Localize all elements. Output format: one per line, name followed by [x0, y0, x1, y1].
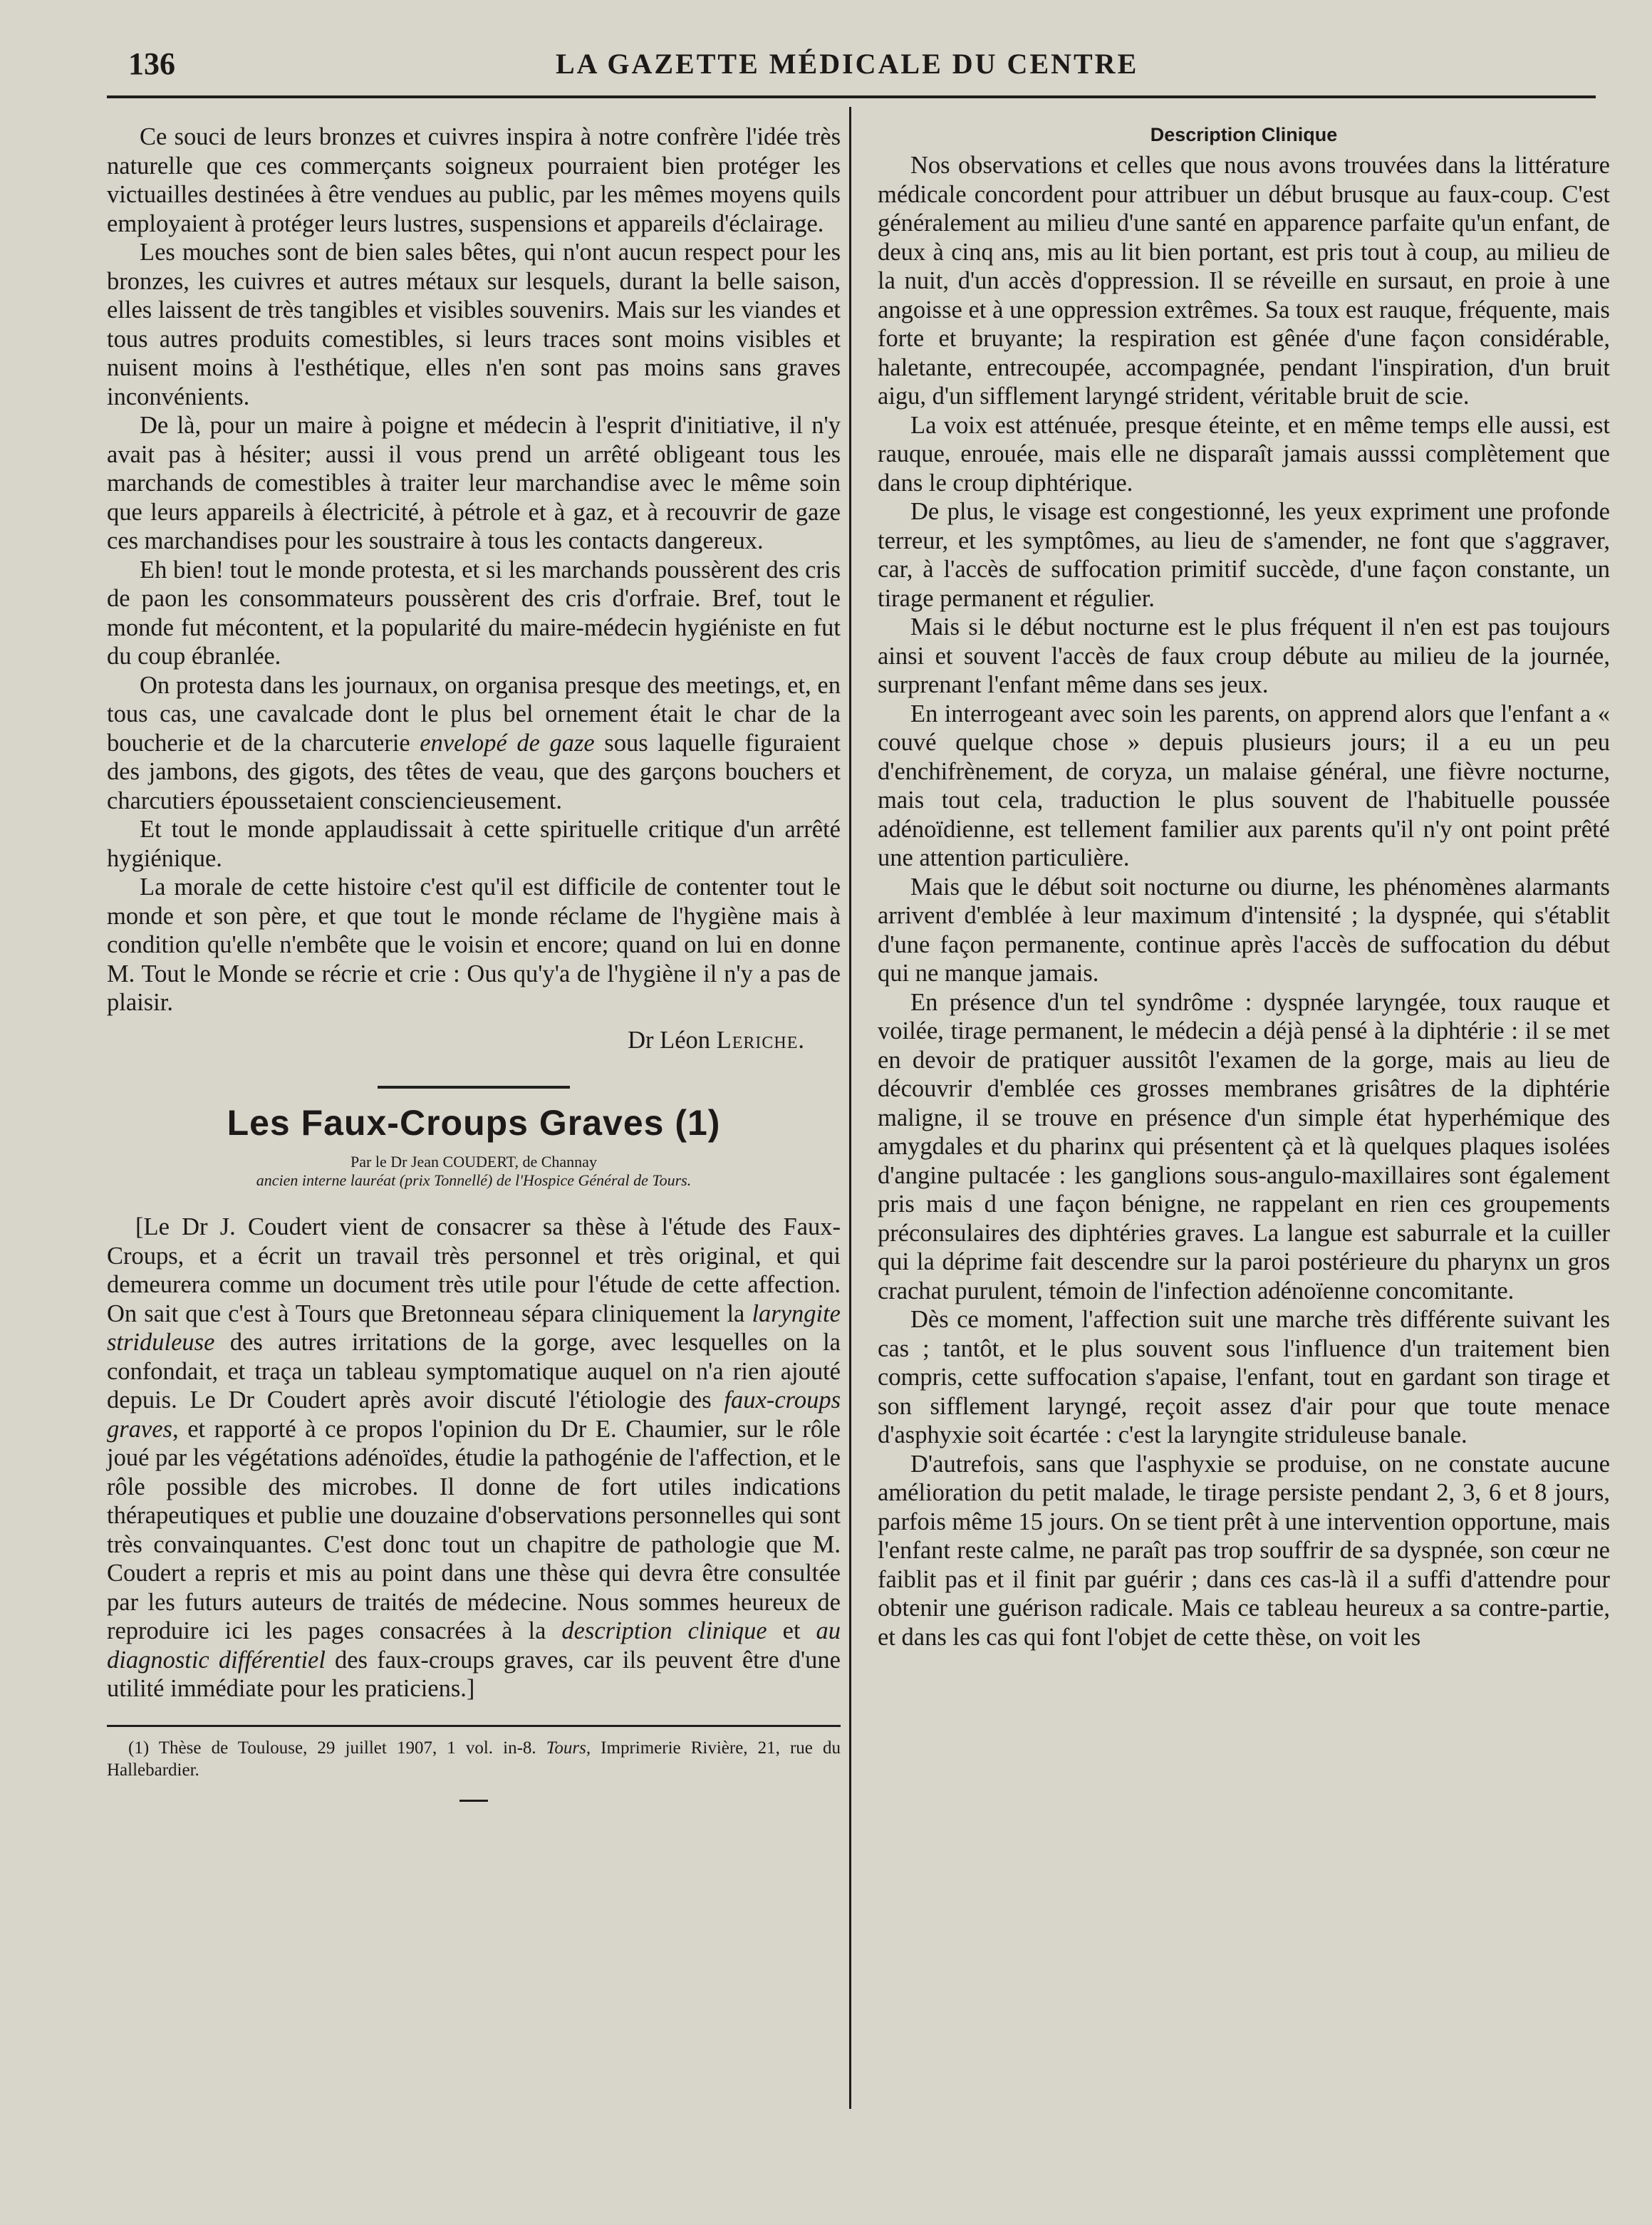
emphasis: au diagnostic différentiel	[107, 1617, 841, 1674]
emphasis: Tours,	[546, 1738, 591, 1758]
paragraph: De plus, le visage est congestionné, les yeux expriment une profonde terreur, et les symptômes, au lieu de s'amender, ne font que s'aggraver, car, à l'accès de suffocation primitif succède, d'une façon constante, un tirage permanent et régulier.	[878, 498, 1610, 612]
paragraph: Dès ce moment, l'affection suit une marche très différente suivant les cas ; tantôt, et le plus souvent sous l'influence d'un traitement bien compris, cette suffocation s'apaise, l'enfant, tout en gardant son tirage et son sifflement laryngé, reçoit assez d'air pour que toute menace d'asphyxie soit écartée : c'est la laryngite striduleuse banale.	[878, 1306, 1610, 1448]
emphasis: description clinique	[561, 1617, 767, 1644]
text-run: des autres irritations de la gorge, avec lesquelles on la confondait, et traça un tableau symptomatique auquel on n'a rien ajouté depuis. Le Dr Coudert après avoir discuté l'étiologie des	[107, 1329, 841, 1414]
paragraph: En interrogeant avec soin les parents, on apprend alors que l'enfant a « couvé quelque chose » depuis plusieurs jours; il a eu un peu d'enchifrènement, de coryza, un malaise général, une fièvre nocturne, mais tout cela, traduction le plus souvent de l'habituelle poussée adénoïdienne, est tellement familier aux parents qu'il n'y ont point prêté une attention particulière.	[878, 700, 1610, 871]
emphasis: envelopé de gaze	[420, 729, 595, 757]
author-signature	[107, 1026, 805, 1055]
paragraph: En présence d'un tel syndrôme : dyspnée laryngée, toux rauque et voilée, tirage permanent, le médecin a déjà pensé à la diphtérie : il se met en devoir de pratiquer aussitôt l'examen de la gorge, mais au lieu de découvrir d'emblée ces grosses membranes grisâtres de la diphtérie maligne, il se trouve en présence d'un simple état hyperhémique des amygdales et du pharinx qui présentent çà et là quelques plaques isolées d'angine pultacée : les ganglions sous-angulo-maxillaires sont également pris mais d une façon bénigne, ne rappelant en rien ces groupements préconsulaires des diphtéries graves. La langue est saburrale et la cuiller qui la déprime fait descendre sur la paroi postérieure du pharynx un gros crachat purulent, témoin de l'infection adénoïenne concomitante.	[878, 988, 1610, 1305]
paragraph: Eh bien! tout le monde protesta, et si les marchands poussèrent des cris de paon les consommateurs poussèrent des cris d'orfraie. Bref, tout le monde fut mécontent, et la popularité du maire-médecin hygiéniste en fut du coup ébranlée.	[107, 556, 841, 670]
paragraph: Nos observations et celles que nous avons trouvées dans la littérature médicale concordent pour attribuer un début brusque au faux-coup. C'est généralement au milieu d'une santé en apparence parfaite qu'un enfant, de deux à cinq ans, mis au lit bien portant, est pris tout à coup, au milieu de la nuit, d'un accès d'oppression. Il se réveille en sursaut, en proie à une angoisse et à une oppression extrêmes. Sa toux est rauque, fréquente, mais forte et bruyante; la respiration est gênée d'une façon considérable, haletante, entrecoupée, accompagnée, pendant l'inspiration, d'un bruit aigu, d'un sifflement laryngé strident, véritable bruit de scie.	[878, 152, 1610, 410]
section-title: Description Clinique	[1150, 124, 1338, 145]
paragraph: Les mouches sont de bien sales bêtes, qui n'ont aucun respect pour les bronzes, les cuivres et autres métaux sur lesquels, durant la belle saison, elles laissent de très tangibles et visibles souvenirs. Mais sur les viandes et tous autres produits comestibles, si leurs traces sont moins visibles et nuisent moins à l'esthétique, elles n'en sont pas moins sans graves inconvénients.	[107, 239, 841, 410]
byline-note: ancien interne lauréat (prix Tonnellé) de l'Hospice Général de Tours.	[256, 1171, 692, 1189]
end-dash	[459, 1800, 488, 1802]
byline: Par le Dr Jean COUDERT, de Channay	[350, 1153, 597, 1171]
emphasis: faux-croups graves	[107, 1386, 841, 1443]
footnote-rule	[107, 1725, 841, 1727]
text-run: Imprimerie Rivière, 21, rue du Hallebardier.	[107, 1738, 841, 1780]
text-run: sous laquelle figuraient des jambons, des gigots, des têtes de veau, que des garçons bouchers et charcutiers époussetaient consciencieusement.	[107, 729, 841, 814]
signature-name: Leriche.	[716, 1026, 805, 1054]
text-run: et	[767, 1617, 816, 1644]
text-run: [Le Dr J. Coudert vient de consacrer sa thèse à l'étude des Faux-Croups, et a écrit un travail très personnel et très original, et qui demeurera comme un document très utile pour l'étude de cette affection. On sait que c'est à Tours que Bretonneau sépara cliniquement la	[107, 1213, 841, 1327]
right-column	[878, 123, 1610, 1651]
paragraph: La voix est atténuée, presque éteinte, et en même temps elle aussi, est rauque, enrouée, mais elle ne disparaît jamais ausssi complètement que dans le croup diphtérique.	[878, 411, 1610, 497]
editor-introduction	[107, 1213, 841, 1703]
paragraph: D'autrefois, sans que l'asphyxie se produise, on ne constate aucune amélioration du petit malade, le tirage persiste pendant 2, 3, 6 et 8 jours, parfois même 15 jours. On se tient prêt à une intervention opportune, mais l'enfant reste calme, ne paraît pas trop souffrir de sa dyspnée, son cœur ne faiblit pas et il finit par guérir ; dans ces cas-là il a suffi d'attendre pour obtenir une guérison radicale. Mais ce tableau heureux a sa contre-partie, et dans les cas qui font l'objet de cette thèse, on voit les	[878, 1450, 1610, 1651]
page-number: 136	[128, 46, 175, 81]
paragraph: Et tout le monde applaudissait à cette spirituelle critique d'un arrêté hygiénique.	[107, 816, 841, 872]
paragraph: Mais si le début nocturne est le plus fréquent il n'en est pas toujours ainsi et souvent l'accès de faux croup débute au milieu de la journée, surprenant l'enfant même dans ses jeux.	[878, 613, 1610, 698]
signature-prefix: Dr Léon	[628, 1026, 717, 1054]
header-rule	[107, 95, 1596, 98]
text-run: On protesta dans les journaux, on organisa presque des meetings, et, en tous cas, une cavalcade dont le plus bel ornement était le char de la boucherie et de la charcuterie	[107, 671, 841, 757]
text-run: , et rapporté à ce propos l'opinion du Dr E. Chaumier, sur le rôle joué par les végétations adénoïdes, étudie la pathogénie de l'affection, et le rôle possible des microbes. Il donne de fort utiles indications thérapeutiques et publie une douzaine d'observations personnelles qui sont très convainquantes. C'est donc tout un chapitre de pathologie que M. Coudert a repris et mis au point dans une thèse qui devra être consultée par les futurs auteurs de traités de médecine. Nous sommes heureux de reproduire ici les pages consacrées à la	[107, 1415, 841, 1644]
column-divider	[849, 107, 851, 2109]
paragraph	[107, 671, 841, 816]
article-title: Les Faux-Croups Graves (1)	[227, 1103, 721, 1143]
text-run: (1) Thèse de Toulouse, 29 juillet 1907, 1 vol. in-8.	[128, 1738, 546, 1758]
paragraph: De là, pour un maire à poigne et médecin à l'esprit d'initiative, il n'y avait pas à hésiter; aussi il vous prend un arrêté obligeant tous les marchands de comestibles à traiter leur marchandise avec le même soin que leurs appareils à électricité, à pétrole et à gaz, et à recouvrir de gaze ces marchandises pour les soustraire à tous les contacts dangereux.	[107, 412, 841, 554]
paragraph: La morale de cette histoire c'est qu'il est difficile de contenter tout le monde et son père, et que tout le monde réclame de l'hygiène mais à condition qu'elle n'embête que le voisin et encore; quand on lui en donne M. Tout le Monde se récrie et crie : Ous qu'y'a de l'hygiène il n'y a pas de plaisir.	[107, 873, 841, 1016]
emphasis: laryngite striduleuse	[107, 1300, 841, 1356]
left-column	[107, 123, 841, 1802]
journal-title: LA GAZETTE MÉDICALE DU CENTRE	[556, 48, 1139, 80]
article-separator	[378, 1086, 570, 1089]
paragraph: Mais que le début soit nocturne ou diurne, les phénomènes alarmants arrivent d'emblée à leur maximum d'intensité ; la dyspnée, qui s'établit d'une façon permanente, continue après l'accès de suffocation du début qui ne manque jamais.	[878, 873, 1610, 987]
footnote	[107, 1737, 841, 1781]
paragraph: Ce souci de leurs bronzes et cuivres inspira à notre confrère l'idée très naturelle que ces commerçants soigneux pourraient bien protéger les victuailles destinées à être vendues au public, par les mêmes moyens quils employaient à protéger leurs lustres, suspensions et appareils d'éclairage.	[107, 123, 841, 237]
text-run: des faux-croups graves, car ils peuvent être d'une utilité immédiate pour les praticiens.]	[107, 1646, 841, 1702]
